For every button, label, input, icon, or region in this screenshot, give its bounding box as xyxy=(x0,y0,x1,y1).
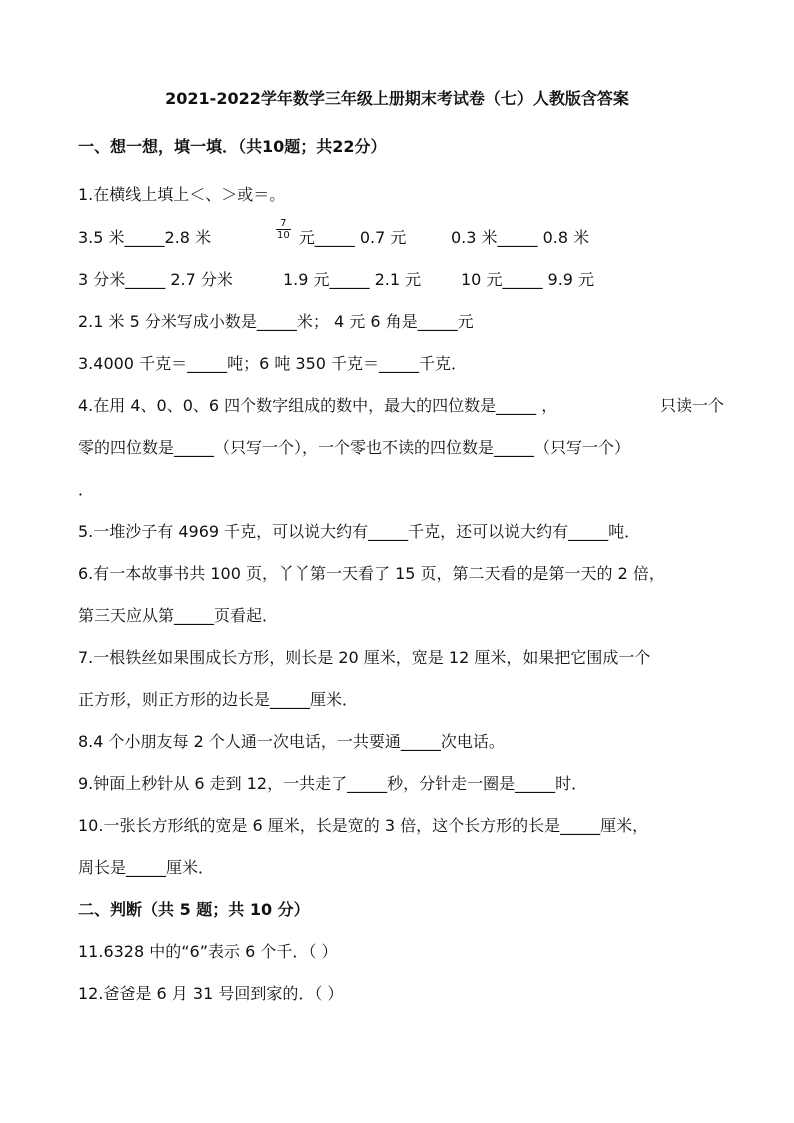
question-4-text-a: 4.在用 4、0、0、6 四个数字组成的数中，最大的四位数是_____ ， xyxy=(78,396,558,415)
question-11: 11.6328 中的“6”表示 6 个千．（ ） xyxy=(78,942,338,961)
question-5: 5.一堆沙子有 4969 千克，可以说大约有_____千克，还可以说大约有_____吨． xyxy=(78,522,641,541)
fraction-denominator: 10 xyxy=(277,230,290,241)
question-4-line-3: ． xyxy=(78,480,95,499)
question-2: 2.1 米 5 分米写成小数是_____米； 4 元 6 角是_____元 xyxy=(78,312,474,331)
fraction-numerator: 7 xyxy=(276,218,291,230)
question-6-line-2: 第三天应从第_____页看起． xyxy=(78,606,279,625)
question-3: 3.4000 千克＝_____吨；6 吨 350 千克＝_____千克． xyxy=(78,354,468,373)
question-10-line-1: 10.一张长方形纸的宽是 6 厘米，长是宽的 3 倍，这个长方形的长是_____厘米， xyxy=(78,816,649,835)
question-1-prompt: 1.在横线上填上＜、＞或＝。 xyxy=(78,185,286,204)
compare-item: 3.5 米_____2.8 米 xyxy=(78,228,212,247)
compare-item: 10 元_____ 9.9 元 xyxy=(461,270,595,289)
question-8: 8.4 个小朋友每 2 个人通一次电话，一共要通_____次电话。 xyxy=(78,732,505,751)
question-4-line-2: 零的四位数是_____（只写一个），一个零也不读的四位数是_____（只写一个） xyxy=(78,438,631,457)
question-12: 12.爸爸是 6 月 31 号回到家的．（ ） xyxy=(78,984,344,1003)
section-2-heading: 二、判断（共 5 题；共 10 分） xyxy=(78,900,310,919)
question-4-line-1 xyxy=(78,395,724,417)
question-4-text-b: 只读一个 xyxy=(659,396,724,415)
section-1-heading: 一、想一想，填一填．（共10题；共22分） xyxy=(78,137,387,156)
fraction xyxy=(276,218,291,241)
compare-item: 1.9 元_____ 2.1 元 xyxy=(283,270,422,289)
compare-item: 0.3 米_____ 0.8 米 xyxy=(451,228,590,247)
question-7-line-1: 7.一根铁丝如果围成长方形，则长是 20 厘米，宽是 12 厘米，如果把它围成一个 xyxy=(78,648,651,667)
page-title: 2021-2022学年数学三年级上册期末考试卷（七）人教版含答案 xyxy=(165,89,629,108)
question-6-line-1: 6.有一本故事书共 100 页，丫丫第一天看了 15 页，第二天看的是第一天的 2 倍， xyxy=(78,564,665,583)
question-9: 9.钟面上秒针从 6 走到 12，一共走了_____秒，分针走一圈是_____时． xyxy=(78,774,588,793)
compare-item-fraction xyxy=(276,218,407,247)
compare-item-rest: 元_____ 0.7 元 xyxy=(298,228,407,247)
compare-item: 3 分米_____ 2.7 分米 xyxy=(78,270,233,289)
question-10-line-2: 周长是_____厘米． xyxy=(78,858,215,877)
question-7-line-2: 正方形，则正方形的边长是_____厘米． xyxy=(78,690,359,709)
